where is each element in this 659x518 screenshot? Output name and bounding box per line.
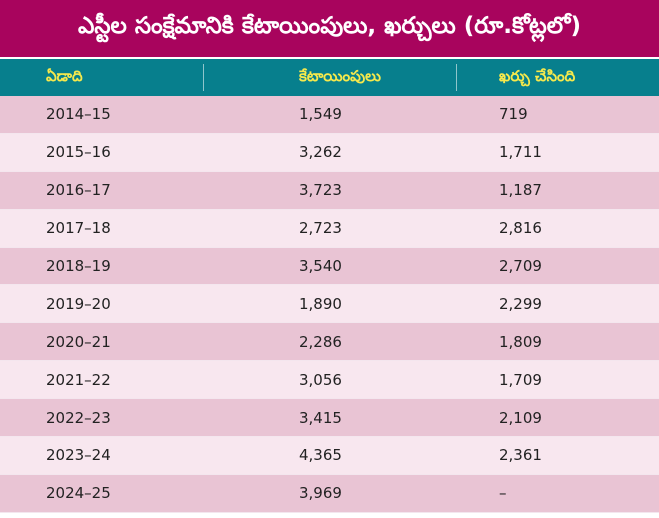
cell-allocation: 2,286 <box>299 332 342 351</box>
cell-allocation: 3,723 <box>299 181 342 200</box>
cell-year: 2022–23 <box>46 408 111 427</box>
cell-spent: 2,816 <box>499 219 542 238</box>
cell-allocation: 1,549 <box>299 105 342 124</box>
cell-allocation: 3,415 <box>299 408 342 427</box>
cell-spent: 2,709 <box>499 257 542 275</box>
table-row <box>0 210 659 248</box>
table-row <box>0 96 659 134</box>
cell-spent: 719 <box>499 105 528 124</box>
cell-allocation: 1,890 <box>299 294 342 313</box>
cell-year: 2023–24 <box>46 446 111 465</box>
table-title: ఎస్టీల సంక్షేమానికి కేటాయింపులు, ఖర్చులు (రూ.కోట్లలో) <box>0 0 659 59</box>
cell-year: 2018–19 <box>46 257 111 275</box>
cell-allocation: 3,969 <box>299 484 342 503</box>
cell-year: 2020–21 <box>46 332 111 351</box>
cell-allocation: 4,365 <box>299 446 342 465</box>
table-body <box>0 96 659 513</box>
table-row <box>0 361 659 399</box>
cell-spent: 1,711 <box>499 143 542 162</box>
table-row <box>0 323 659 361</box>
table-row <box>0 399 659 437</box>
cell-allocation: 3,056 <box>299 370 342 389</box>
table-header <box>0 59 659 96</box>
cell-allocation: 3,262 <box>299 143 342 162</box>
cell-year: 2021–22 <box>46 370 111 389</box>
table-row <box>0 248 659 286</box>
column-header-spent: ఖర్చు చేసింది <box>499 66 576 85</box>
cell-spent: 2,299 <box>499 294 542 313</box>
column-header-year: ఏడాది <box>0 64 204 91</box>
cell-allocation: 3,540 <box>299 257 342 275</box>
cell-year: 2015–16 <box>46 143 111 162</box>
cell-year: 2019–20 <box>46 294 111 313</box>
cell-spent: 2,109 <box>499 408 542 427</box>
table-row <box>0 475 659 513</box>
table-row <box>0 172 659 210</box>
table-row <box>0 285 659 323</box>
cell-spent: 2,361 <box>499 446 542 465</box>
cell-spent: 1,809 <box>499 332 542 351</box>
table-row <box>0 134 659 172</box>
column-header-allocation: కేటాయింపులు <box>204 64 457 91</box>
cell-year: 2016–17 <box>46 181 111 200</box>
cell-spent: 1,709 <box>499 370 542 389</box>
table-row <box>0 437 659 475</box>
cell-allocation: 2,723 <box>299 219 342 238</box>
cell-year: 2014–15 <box>46 105 111 124</box>
cell-spent: – <box>499 484 507 503</box>
cell-year: 2017–18 <box>46 219 111 238</box>
cell-spent: 1,187 <box>499 181 542 200</box>
cell-year: 2024–25 <box>46 484 111 503</box>
